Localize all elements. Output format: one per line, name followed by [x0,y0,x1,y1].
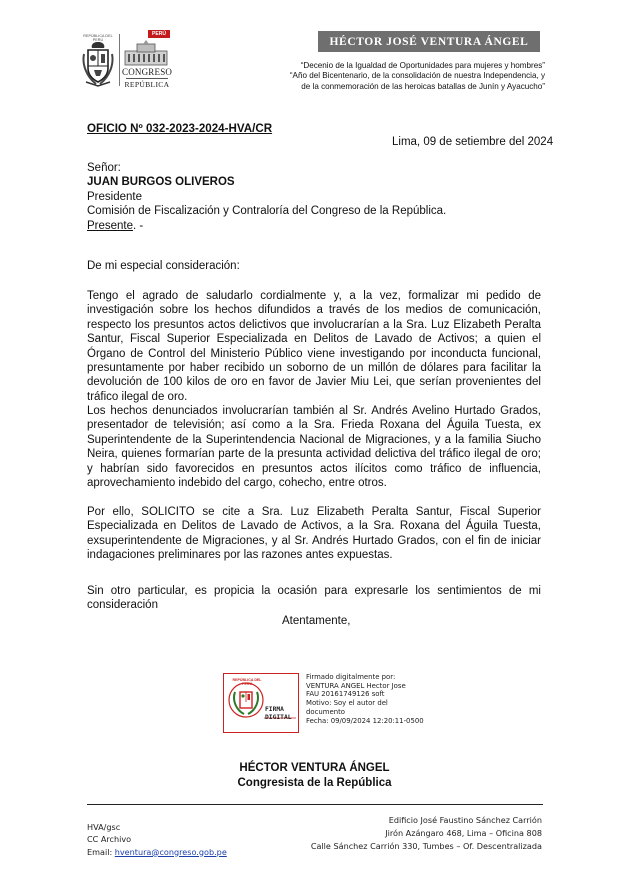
logo-congreso-text: CONGRESO [122,67,173,77]
paragraph-3: Por ello, SOLICITO se cite a Sra. Luz Elizabeth Peralta Santur, Fiscal Superior Especializada en Delitos de Lavado de Activos, a la Sra. Roxana del Águila Tuesta, exsuperintendente de Migraciones, y al Sr. Andrés Hurtado Grados, con el fin de iniciar indagaciones preliminares por las razones antes expuestas. [87,506,541,562]
presente-line [87,219,446,233]
footer-initials: HVA/gsc [87,822,121,832]
congreso-logo [122,30,172,92]
stamp-label-line: FIRMA [265,706,284,713]
signature-line: Motivo: Soy el autor del [306,699,388,708]
footer-rule [87,804,543,805]
signer-block [0,761,629,791]
letter-date: Lima, 09 de setiembre del 2024 [392,136,554,148]
paragraph-4: Sin otro particular, es propicia la ocasión para expresarle los sentimientos de mi consideración [87,585,541,612]
signature-line: Firmado digitalmente por: [306,673,396,681]
signer-name: HÉCTOR VENTURA ÁNGEL [239,762,390,774]
recipient-role: Presidente [87,190,142,203]
stamp-caption: REPÚBLICA DEL PERÚ [232,678,262,686]
stamp-label [265,706,299,722]
footer-email-line [87,846,227,858]
signature-line: FAU 20161749126 soft [306,690,385,699]
logo-divider [119,34,120,86]
signature-line: VENTURA ANGEL Hector Jose [306,681,406,690]
coat-of-arms-caption: REPÚBLICA DEL PERÚ [83,34,113,42]
email-label: Email: [87,846,115,857]
congress-building-icon [123,39,169,67]
address-line: Calle Sánchez Carrión 330, Tumbes – Of. Descentralizada [310,840,542,851]
recipient-block [87,161,446,233]
digital-signature-stamp[interactable] [223,673,299,733]
footer-cc: CC Archivo [87,834,132,845]
decenio-line: “Año del Bicentenario, de la consolidación de nuestra Independencia, y [289,71,545,81]
peru-coat-of-arms [78,34,118,92]
peru-tag: PERÚ [148,30,170,38]
closing: Atentamente, [282,615,351,627]
paragraph-1: Tengo el agrado de saludarlo cordialmente y, a la vez, formalizar mi pedido de investigación sobre los hechos difundidos a través de los medios de comunicación, respecto los presuntos actos delictivos que involucrarían a la Sra. Luz Elizabeth Peralta Santur, Fiscal Superior Especializada en Delitos de Lavado de Activos; a quien el Órgano de Control del Ministerio Público viene investigando por inconducta funcional, presuntamente por haber recibido un soborno de un millón de dólares para facilitar la devolución de 100 kilos de oro en favor de Javier Miu Lei, que serían provenientes del tráfico ilegal de oro. [87,290,541,403]
footer-left [87,821,227,858]
logo-republica-text: REPÚBLICA [124,80,170,89]
signature-details [306,673,424,725]
signature-line: documento [306,707,345,716]
footer-address [311,814,542,852]
oficio-number: OFICIO Nº 032-2023-2024-HVA/CR [87,122,273,135]
coat-of-arms-icon [82,40,114,90]
decenio-lemma [215,61,545,92]
address-line: Jirón Azángaro 468, Lima – Oficina 808 [385,827,542,838]
decenio-line: de la conmemoración de las heroicas batallas de Junín y Ayacucho” [301,81,545,91]
decenio-line: “Decenio de la Igualdad de Oportunidades para mujeres y hombres” [300,61,545,70]
congressman-banner: HÉCTOR JOSÉ VENTURA ÁNGEL [318,31,540,52]
paragraph-2: Los hechos denunciados involucrarían también al Sr. Andrés Avelino Hurtado Grados, presentador de televisión; así como a la Sra. Frieda Roxana del Águila Tuesta, ex Superintendente de la Superintendencia Nacional de Migraciones, y a la familia Siucho Neira, quienes formarían parte de la presunta actividad delictiva del tráfico ilegal de oro; y habrían sido favorecidos en presuntos actos ilícitos como tráfico de influencia, aprovechamiento indebido del cargo, cohecho, entre otros. [87,405,541,490]
signature-line: Fecha: 09/09/2024 12:20:11-0500 [306,716,424,725]
recipient-commission: Comisión de Fiscalización y Contraloría del Congreso de la República. [87,205,447,218]
greeting: De mi especial consideración: [87,260,240,272]
recipient-name: JUAN BURGOS OLIVEROS [87,176,235,189]
signer-title: Congresista de la República [237,777,392,789]
presente-word: Presente [87,219,134,232]
logo-rule [126,78,168,79]
stamp-label-line: DIGITAL [265,714,292,721]
presente-suffix: . - [133,219,144,232]
email-link[interactable]: hventura@congreso.gob.pe [114,846,227,857]
salutation: Señor: [87,162,121,174]
address-line: Edificio José Faustino Sánchez Carrión [388,815,542,825]
